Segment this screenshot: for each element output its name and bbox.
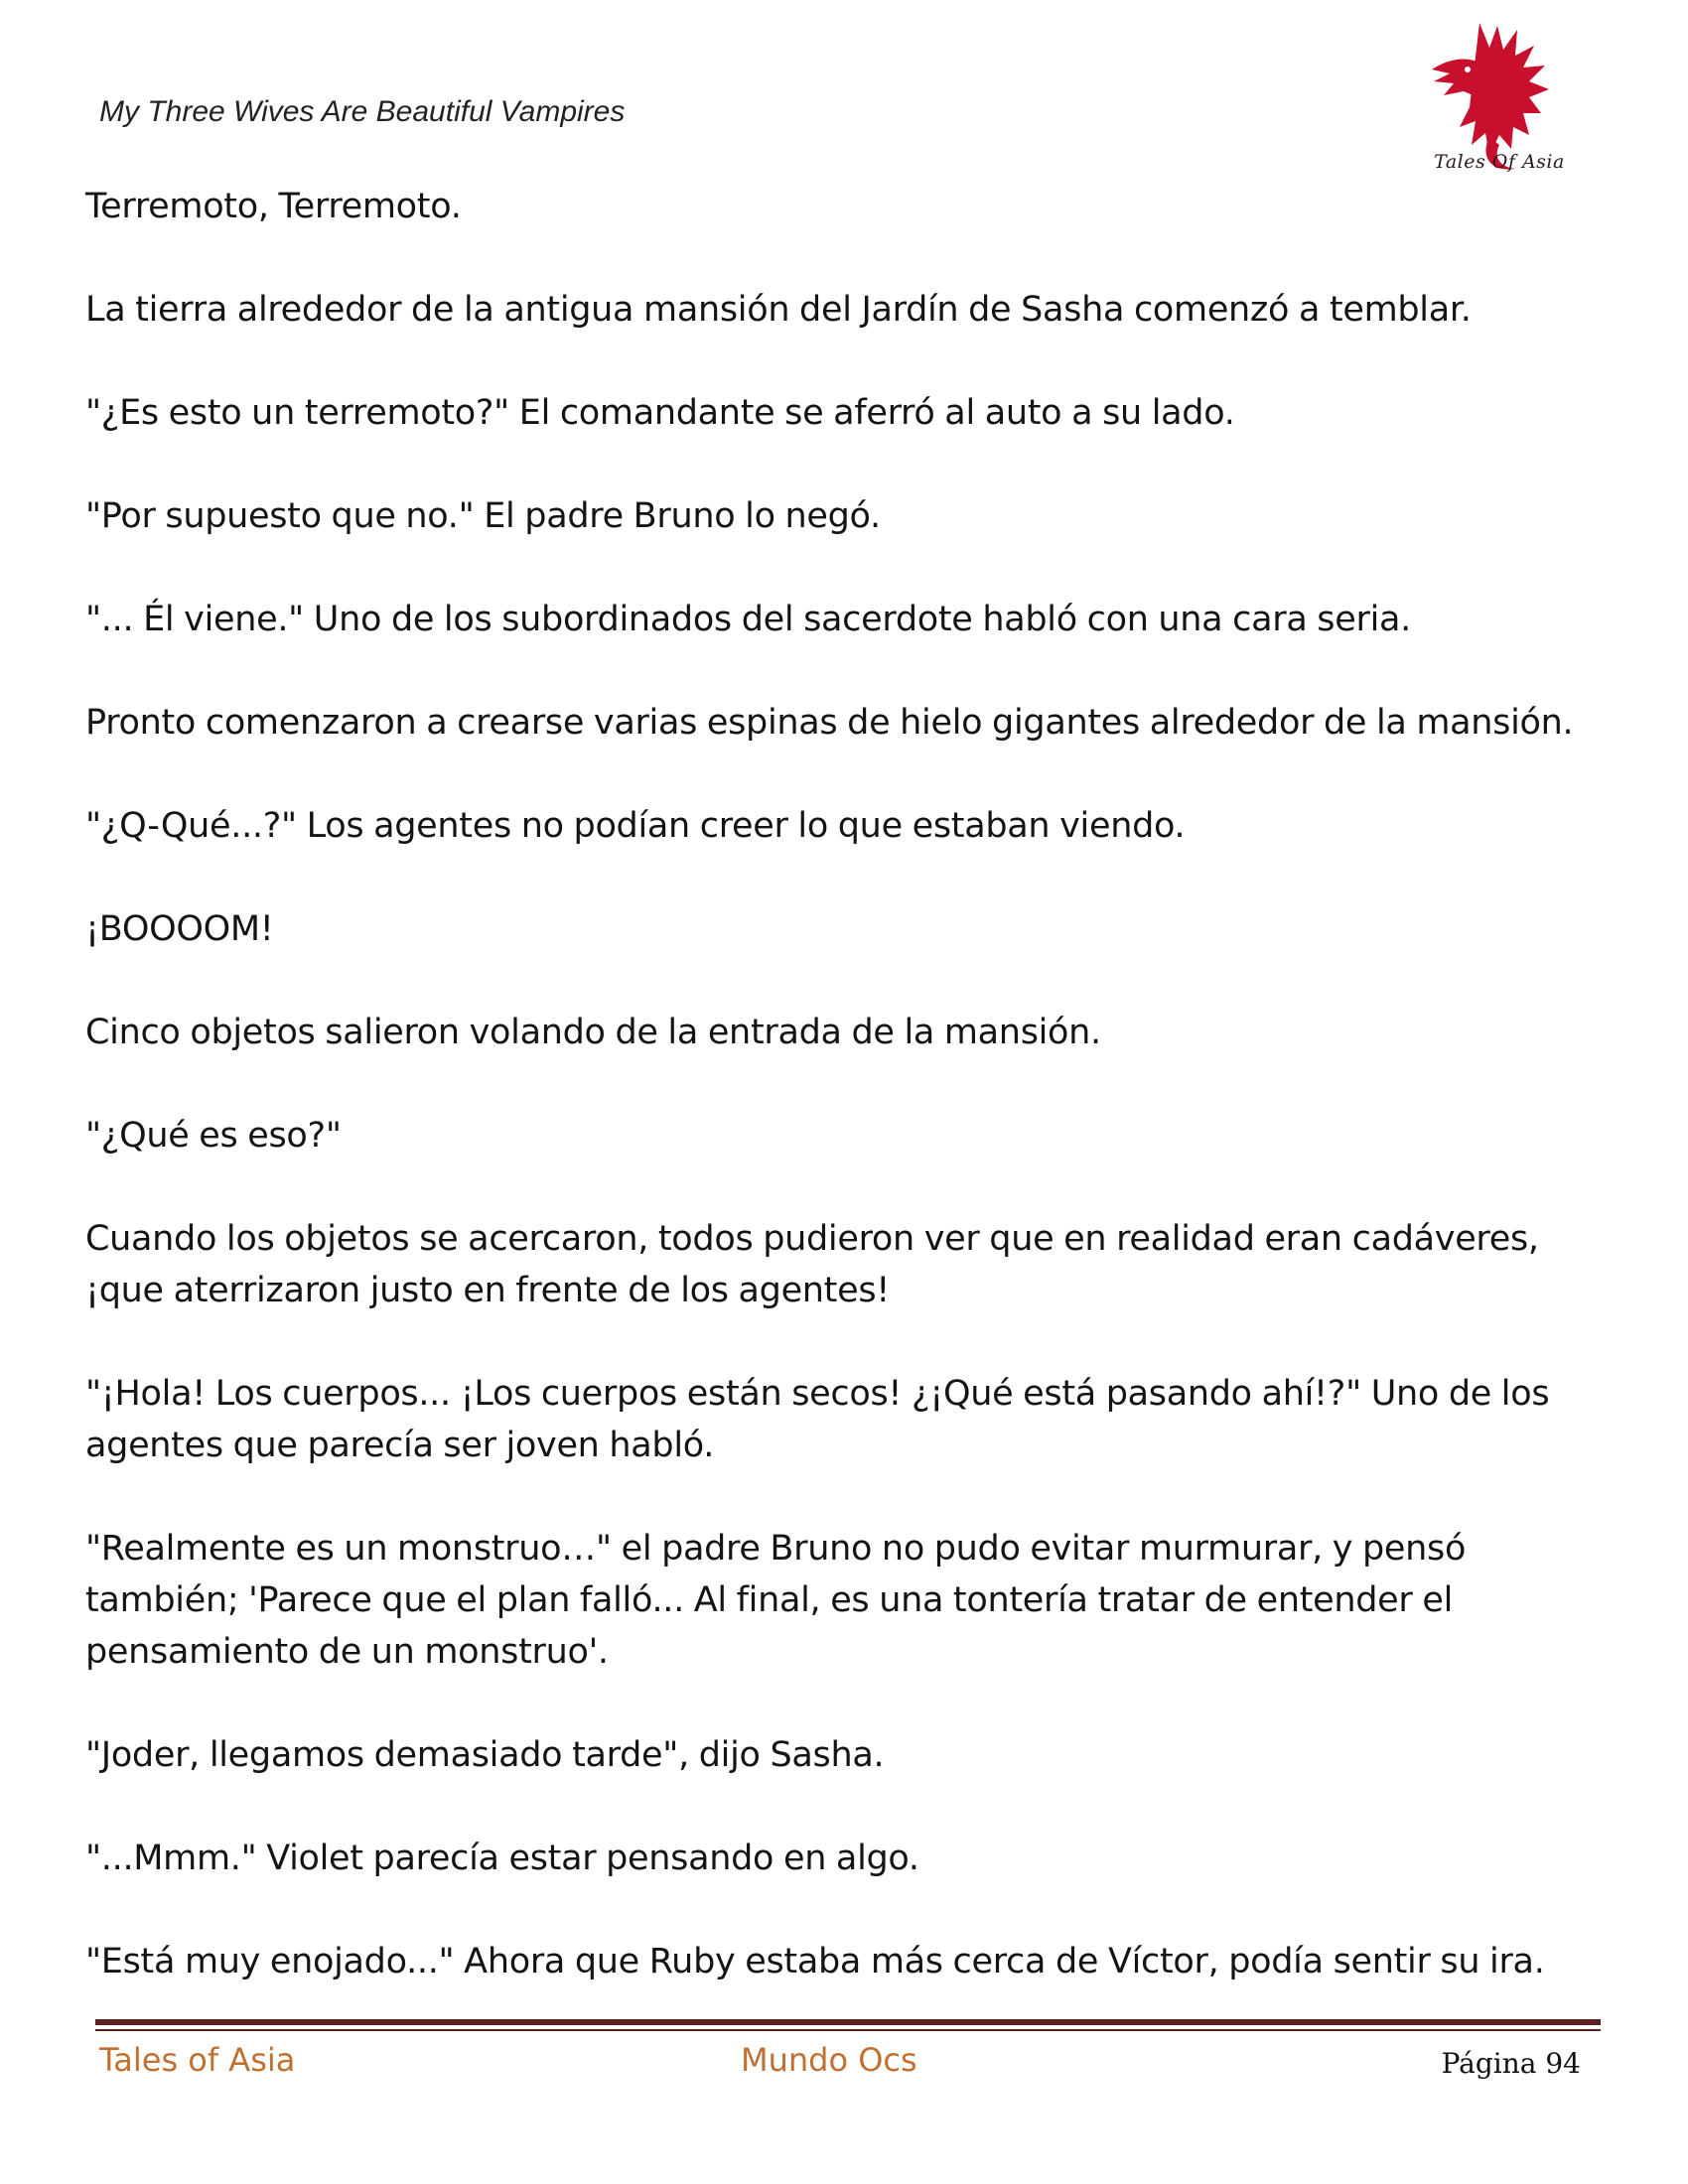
document-header-title: My Three Wives Are Beautiful Vampires bbox=[99, 95, 626, 128]
paragraph: "¿Qué es eso?" bbox=[85, 1116, 342, 1156]
paragraph: "Joder, llegamos demasiado tarde", dijo Sasha. bbox=[85, 1735, 885, 1775]
paragraph: "¿Es esto un terremoto?" El comandante se aferró al auto a su lado. bbox=[85, 393, 1235, 433]
paragraph: "Por supuesto que no." El padre Bruno lo negó. bbox=[85, 496, 881, 536]
paragraph: Terremoto, Terremoto. bbox=[85, 187, 462, 226]
chapter-body bbox=[85, 181, 1615, 2039]
paragraph: "Realmente es un monstruo…" el padre Bruno no pudo evitar murmurar, y pensó también; 'Parece que el plan falló... Al final, es una tontería tratar de entender el pensamiento de un monstruo'. bbox=[85, 1529, 1467, 1672]
paragraph: "...Mmm." Violet parecía estar pensando en algo. bbox=[85, 1839, 919, 1878]
paragraph: ¡BOOOOM! bbox=[85, 909, 274, 949]
paragraph: "... Él viene." Uno de los subordinados del sacerdote habló con una cara seria. bbox=[85, 600, 1411, 639]
paragraph: Cuando los objetos se acercaron, todos pudieron ver que en realidad eran cadáveres, ¡que aterrizaron justo en frente de los agentes! bbox=[85, 1219, 1539, 1310]
paragraph: "¡Hola! Los cuerpos... ¡Los cuerpos están secos! ¿¡Qué está pasando ahí!?" Uno de los agentes que parecía ser joven habló. bbox=[85, 1374, 1550, 1465]
paragraph: La tierra alrededor de la antigua mansión del Jardín de Sasha comenzó a temblar. bbox=[85, 290, 1472, 330]
paragraph: Cinco objetos salieron volando de la entrada de la mansión. bbox=[85, 1013, 1101, 1052]
footer-site-name: Tales of Asia bbox=[99, 2041, 296, 2079]
paragraph: "Está muy enojado..." Ahora que Ruby estaba más cerca de Víctor, podía sentir su ira. bbox=[85, 1942, 1545, 1981]
paragraph: "¿Q-Qué...?" Los agentes no podían creer lo que estaban viendo. bbox=[85, 806, 1186, 846]
paragraph: Pronto comenzaron a crearse varias espinas de hielo gigantes alrededor de la mansión. bbox=[85, 703, 1574, 743]
footer-section-name: Mundo Ocs bbox=[741, 2041, 917, 2079]
footer-divider-thin bbox=[95, 2029, 1601, 2031]
logo-text: Tales Of Asia bbox=[1434, 151, 1565, 173]
footer-divider bbox=[95, 2019, 1601, 2025]
page-number: Página 94 bbox=[1441, 2047, 1581, 2080]
